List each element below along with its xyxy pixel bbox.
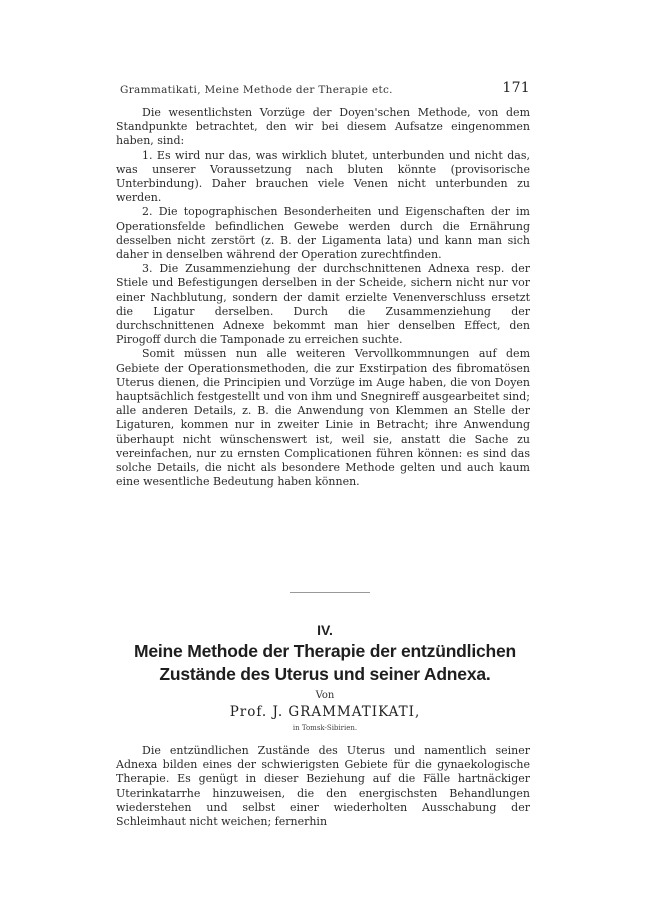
paragraph-point-3: 3. Die Zusammenziehung der durchschnittenen Adnexa resp. der Stiele und Befestigungen derselben in der Scheide, sichern nicht nur vor einer Nachblutung, sondern der damit erzielte Venenverschluss ersetzt die Ligatur derselben. Durch die Zusammenziehung der durchschnittenen Adnexe bekommt man hier denselben Effect, den Pirogoff durch die Tamponade zu erreichen suchte. <box>116 262 530 347</box>
author-name: Prof. J. GRAMMATIKATI, <box>229 704 421 720</box>
section-divider <box>290 592 370 593</box>
page-number: 171 <box>502 80 530 96</box>
by-line: Von <box>315 690 335 701</box>
previous-article-text <box>116 106 530 489</box>
running-title: Grammatikati, Meine Methode der Therapie etc. <box>120 84 393 96</box>
article-body <box>116 744 530 829</box>
section-number: IV. <box>317 622 333 638</box>
paragraph-point-2: 2. Die topographischen Besonderheiten und Eigenschaften der im Operationsfelde befindlichen Gewebe werden durch die Ernährung desselben nicht zerstört (z. B. der Ligamenta lata) und kann man sich daher in denselben während der Operation zurechtfinden. <box>116 205 530 262</box>
paragraph-intro: Die wesentlichsten Vorzüge der Doyen'schen Methode, von dem Standpunkte betrachtet, den wir bei diesem Aufsatze eingenommen haben, sind: <box>116 106 530 148</box>
paragraph-conclusion: Somit müssen nun alle weiteren Vervollkommnungen auf dem Gebiete der Operationsmethoden, die zur Exstirpation des fibromatösen Uterus dienen, die Principien und Vorzüge im Auge haben, die von Doyen hauptsächlich festgestellt und von ihm und Snegnireff ausgearbeitet sind; alle anderen Details, z. B. die Anwendung von Klemmen an Stelle der Ligaturen, kommen nur in zweiter Linie in Betracht; ihre Anwendung überhaupt nicht wünschenswert ist, weil sie, anstatt die Sache zu vereinfachen, nur zu ernsten Complicationen führen können: es sind das solche Details, die nicht als besondere Methode gelten und auch kaum eine wesentliche Bedeutung haben können. <box>116 347 530 489</box>
article-title: Meine Methode der Therapie der entzündlichen Zustände des Uterus und seiner Adnexa. <box>133 641 517 684</box>
author-affiliation: in Tomsk-Sibirien. <box>292 724 358 732</box>
paragraph-opening: Die entzündlichen Zustände des Uterus und namentlich seiner Adnexa bilden eines der schwierigsten Gebiete für die gynaekologische Therapie. Es genügt in dieser Beziehung auf die Fälle hartnäckiger Uterinkatarrhe hinzuweisen, die den energischsten Behandlungen wiederstehen und selbst einer wiederholten Ausschabung der Schleimhaut nicht weichen; fernerhin <box>116 744 530 829</box>
paragraph-point-1: 1. Es wird nur das, was wirklich blutet, unterbunden und nicht das, was unserer Voraussetzung nach bluten könnte (provisorische Unterbindung). Daher brauchen viele Venen nicht unterbunden zu werden. <box>116 148 530 205</box>
